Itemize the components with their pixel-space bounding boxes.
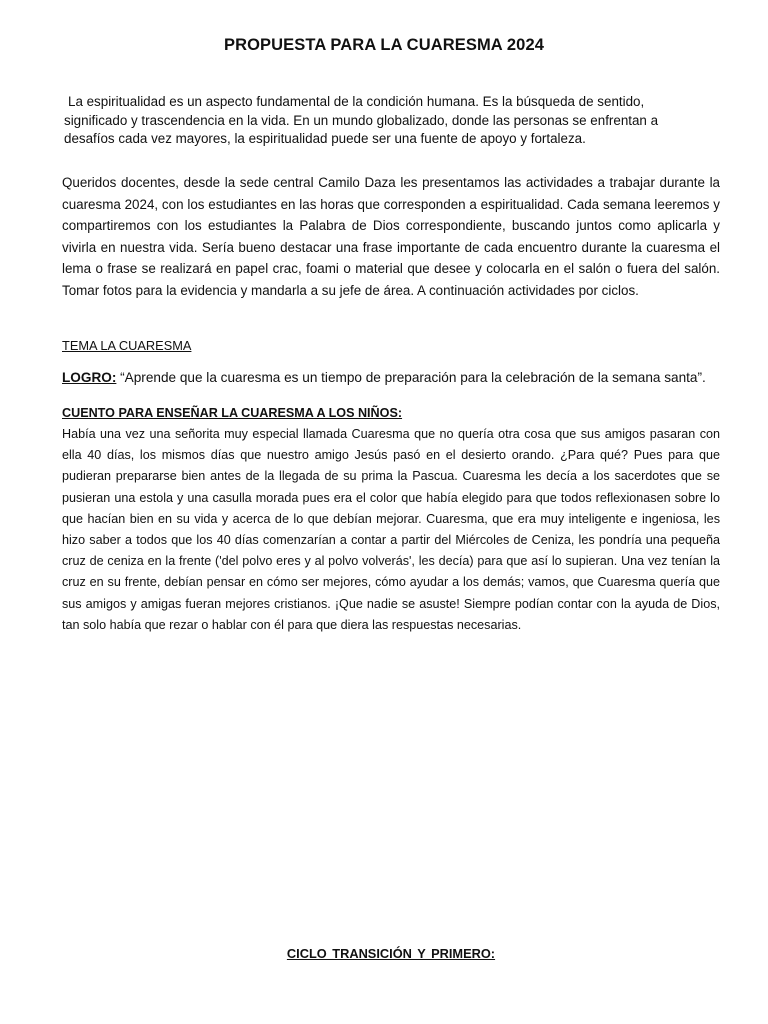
cuento-heading: CUENTO PARA ENSEÑAR LA CUARESMA A LOS NIÑOS: <box>62 406 403 420</box>
logro-label: LOGRO: <box>62 370 117 385</box>
intro-paragraph: La espiritualidad es un aspecto fundamental de la condición humana. Es la búsqueda de sentido, significado y trascendencia en la vida. En un mundo globalizado, donde las personas se enfrentan a desafíos cada vez mayores, la espiritualidad puede ser una fuente de apoyo y fortaleza. <box>64 94 659 146</box>
document-title: PROPUESTA PARA LA CUARESMA 2024 <box>223 36 544 54</box>
logro-text: “Aprende que la cuaresma es un tiempo de preparación para la celebración de la semana santa”. <box>116 370 706 385</box>
logro-line <box>62 370 722 385</box>
tema-heading: TEMA LA CUARESMA <box>62 338 192 353</box>
cuento-paragraph: Había una vez una señorita muy especial llamada Cuaresma que no quería otra cosa que sus amigos pasaran con ella 40 días, los mismos días que nuestro amigo Jesús pasó en el desierto orando. ¿Para qué? Pues para que pudieran prepararse bien antes de la llegada de su prima la Pascua. Cuaresma les decía a los sacerdotes que se pusieran una estola y una casulla morada pues era el color que había elegido para que todos reflexionasen sobre lo que hacían bien en su vida y acerca de lo que debían mejorar. Cuaresma, que era muy inteligente e ingeniosa, les hizo saber a todos que los 40 días comenzarían a contar a partir del Miércoles de Ceniza, les pondría una pequeña cruz de ceniza en la frente ('del polvo eres y al polvo volverás', les decía) para que así lo supieran. Una vez tenían la cruz en su frente, debían pensar en cómo ser mejores, cómo ayudar a los demás; vamos, que Cuaresma quería que sus amigos y amigas fueran mejores cristianos. ¡Que nadie se asuste! Siempre podían contar con la ayuda de Dios, tan solo había que rezar o hablar con él para que diera las respuestas necesarias. <box>62 427 720 632</box>
ciclo-heading: CICLO TRANSICIÓN Y PRIMERO: <box>286 946 496 961</box>
letter-paragraph: Queridos docentes, desde la sede central Camilo Daza les presentamos las actividades a trabajar durante la cuaresma 2024, con los estudiantes en las horas que corresponden a espiritualidad. Cada semana leeremos y compartiremos con los estudiantes la Palabra de Dios correspondiente, buscando juntos como aplicarla y vivirla en nuestra vida. Sería bueno destacar una frase importante de cada encuentro durante la cuaresma el lema o frase se realizará en papel crac, foami o material que desee y colocarla en el salón o fuera del salón. Tomar fotos para la evidencia y mandarla a su jefe de área. A continuación actividades por ciclos. <box>62 175 720 298</box>
